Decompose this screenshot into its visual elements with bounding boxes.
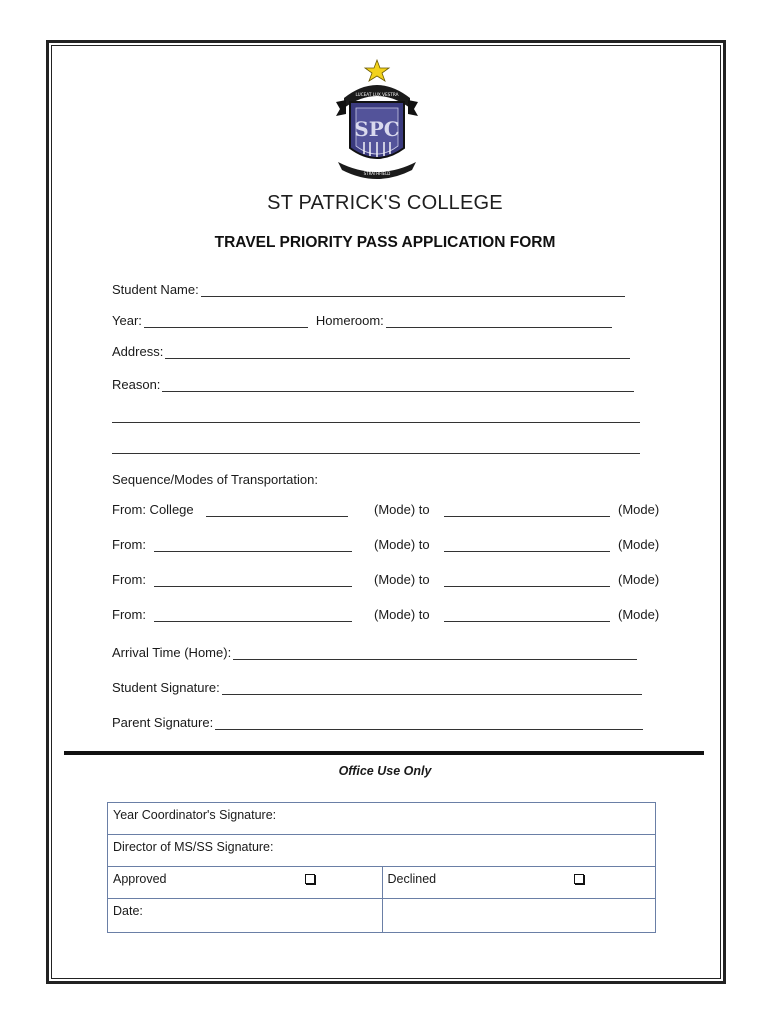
address-field[interactable]: [112, 344, 632, 359]
student-name-blank[interactable]: [201, 284, 625, 297]
table-row: [108, 867, 655, 899]
student-name-field[interactable]: [112, 282, 627, 297]
transport-mode-to-label: (Mode) to: [374, 537, 430, 552]
section-divider: [64, 751, 704, 755]
parent-signature-field[interactable]: [112, 715, 645, 730]
college-name: ST PATRICK'S COLLEGE: [267, 192, 503, 214]
transport-from-label: From:: [112, 537, 146, 552]
year-label: Year:: [112, 313, 142, 328]
office-use-table: [107, 802, 656, 933]
transport-heading: Sequence/Modes of Transportation:: [112, 472, 318, 487]
reason-label: Reason:: [112, 377, 161, 392]
transport-from-label: From:: [112, 572, 146, 587]
homeroom-label: Homeroom:: [315, 313, 384, 328]
director-signature-cell[interactable]: Director of MS/SS Signature:: [113, 840, 274, 854]
crest-monogram: SPC: [354, 117, 400, 141]
transport-mode-end-label: (Mode): [618, 502, 660, 517]
date-empty-cell[interactable]: [382, 899, 656, 932]
approved-cell: [108, 867, 382, 898]
address-blank[interactable]: [165, 346, 630, 359]
year-homeroom-row: [112, 313, 614, 328]
transport-to-blank[interactable]: [444, 504, 610, 517]
declined-cell: [382, 867, 656, 898]
arrival-time-blank[interactable]: [233, 647, 637, 660]
transport-mode-to-label: (Mode) to: [374, 502, 430, 517]
year-blank[interactable]: [144, 315, 308, 328]
transport-from-blank[interactable]: [206, 504, 348, 517]
reason-blank-2[interactable]: [112, 410, 640, 423]
student-signature-field[interactable]: [112, 680, 644, 695]
approved-label: Approved: [113, 872, 167, 886]
transport-mode-to-label: (Mode) to: [374, 572, 430, 587]
table-row: [108, 803, 655, 835]
reason-field[interactable]: [112, 377, 636, 392]
student-signature-blank[interactable]: [222, 682, 642, 695]
transport-mode-end-label: (Mode): [618, 607, 660, 622]
date-cell[interactable]: Date:: [113, 904, 143, 918]
transport-from-label: From:: [112, 607, 146, 622]
office-use-heading: Office Use Only: [338, 764, 432, 778]
transport-mode-end-label: (Mode): [618, 572, 660, 587]
student-signature-label: Student Signature:: [112, 680, 220, 695]
crest-motto: LUCEAT LUX VESTRA: [355, 92, 399, 97]
reason-blank[interactable]: [162, 379, 634, 392]
transport-to-blank[interactable]: [444, 574, 610, 587]
transport-from-blank[interactable]: [154, 574, 352, 587]
parent-signature-label: Parent Signature:: [112, 715, 214, 730]
year-coordinator-signature-cell[interactable]: Year Coordinator's Signature:: [113, 808, 277, 822]
table-row: [108, 899, 655, 932]
student-name-label: Student Name:: [112, 282, 199, 297]
crest-place: STRATHFIELD: [363, 171, 391, 176]
arrival-time-field[interactable]: [112, 645, 639, 660]
reason-line-3[interactable]: [112, 441, 642, 454]
arrival-time-label: Arrival Time (Home):: [112, 645, 232, 660]
reason-blank-3[interactable]: [112, 441, 640, 454]
table-row: [108, 835, 655, 867]
transport-from-label: From: College: [112, 502, 194, 517]
form-title: TRAVEL PRIORITY PASS APPLICATION FORM: [214, 234, 556, 251]
reason-line-2[interactable]: [112, 410, 642, 423]
transport-to-blank[interactable]: [444, 609, 610, 622]
homeroom-blank[interactable]: [386, 315, 612, 328]
address-label: Address:: [112, 344, 164, 359]
declined-checkbox[interactable]: [574, 874, 584, 884]
transport-mode-end-label: (Mode): [618, 537, 660, 552]
parent-signature-blank[interactable]: [215, 717, 643, 730]
school-crest-logo: [332, 58, 422, 180]
transport-mode-to-label: (Mode) to: [374, 607, 430, 622]
transport-from-blank[interactable]: [154, 539, 352, 552]
transport-from-blank[interactable]: [154, 609, 352, 622]
declined-label: Declined: [387, 872, 437, 886]
approved-checkbox[interactable]: [305, 874, 315, 884]
transport-to-blank[interactable]: [444, 539, 610, 552]
